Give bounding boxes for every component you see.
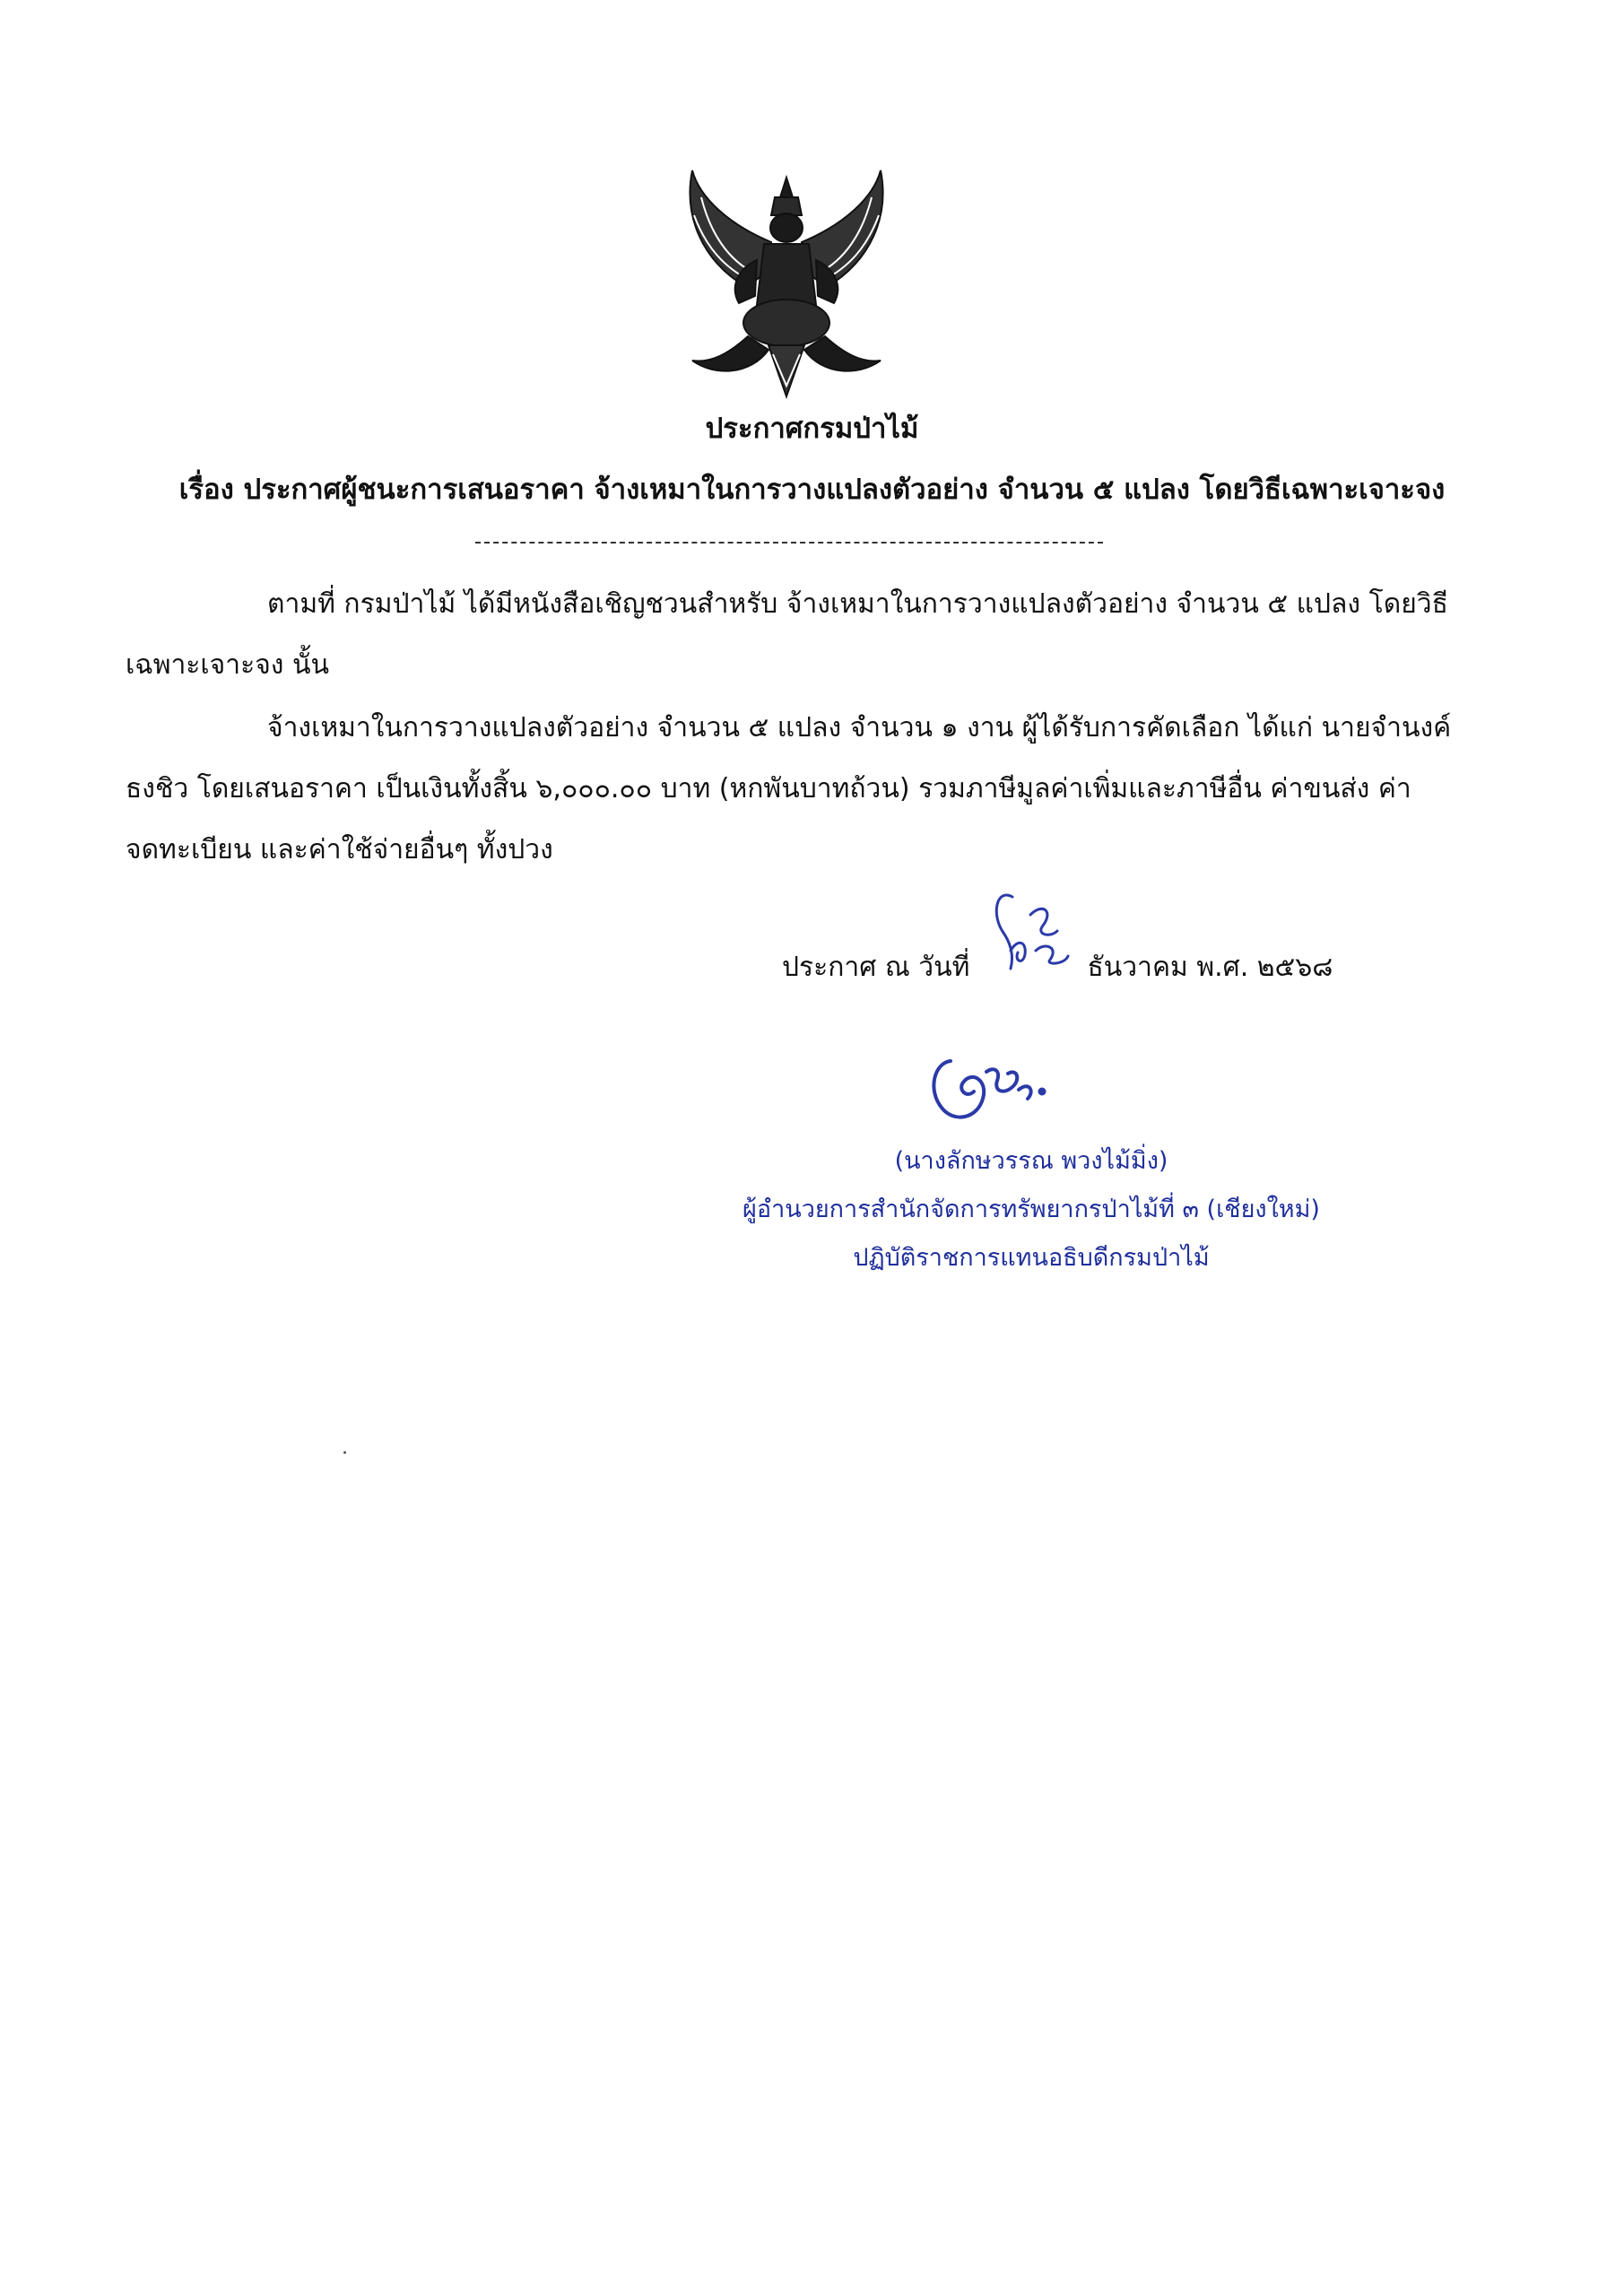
paragraph-line: จ้างเหมาในการวางแปลงตัวอย่าง จำนวน ๕ แปลง จำนวน ๑ งาน ผู้ได้รับการคัดเลือก ได้แก่ นายจำนงค์ bbox=[267, 712, 1452, 744]
handwritten-day-icon bbox=[978, 940, 1079, 976]
announcement-suffix: ธันวาคม พ.ศ. ๒๕๖๘ bbox=[1087, 952, 1333, 983]
paragraph-line: ตามที่ กรมป่าไม้ ได้มีหนังสือเชิญชวนสำหรับ จ้างเหมาในการวางแปลงตัวอย่าง จำนวน ๕ แปลง โดยวิธี bbox=[267, 588, 1448, 620]
document-title: ประกาศกรมป่าไม้ bbox=[705, 413, 919, 445]
signer-acting: ปฏิบัติราชการแทนอธิบดีกรมป่าไม้ bbox=[853, 1244, 1210, 1272]
paragraph-line: จดทะเบียน และค่าใช้จ่ายอื่นๆ ทั้งปวง bbox=[126, 834, 553, 865]
signer-name: (นางลักษวรรณ พวงไม้มิ่ง) bbox=[894, 1147, 1168, 1175]
announcement-prefix: ประกาศ ณ วันที่ bbox=[782, 952, 970, 983]
paragraph-award bbox=[126, 698, 1452, 881]
signer-position: ผู้อำนวยการสำนักจัดการทรัพยากรป่าไม้ที่ ๓ (เชียงใหม่) bbox=[743, 1196, 1320, 1223]
paragraph-line: เฉพาะเจาะจง นั้น bbox=[126, 649, 329, 681]
document-subject: เรื่อง ประกาศผู้ชนะการเสนอราคา จ้างเหมาในการวางแปลงตัวอย่าง จำนวน ๕ แปลง โดยวิธีเฉพาะเจาะจง bbox=[178, 474, 1446, 506]
paragraph-line: ธงชิว โดยเสนอราคา เป็นเงินทั้งสิ้น ๖,๐๐๐.๐๐ บาท (หกพันบาทถ้วน) รวมภาษีมูลค่าเพิ่มและภาษีอื่น ค่าขนส่ง ค่า bbox=[126, 773, 1411, 804]
signature-icon bbox=[915, 1036, 1094, 1139]
scan-speck bbox=[343, 1451, 346, 1454]
paragraph-invitation bbox=[126, 574, 1448, 696]
announcement-date bbox=[782, 940, 1333, 988]
divider-line bbox=[475, 542, 1103, 544]
garuda-emblem-icon bbox=[674, 161, 899, 399]
